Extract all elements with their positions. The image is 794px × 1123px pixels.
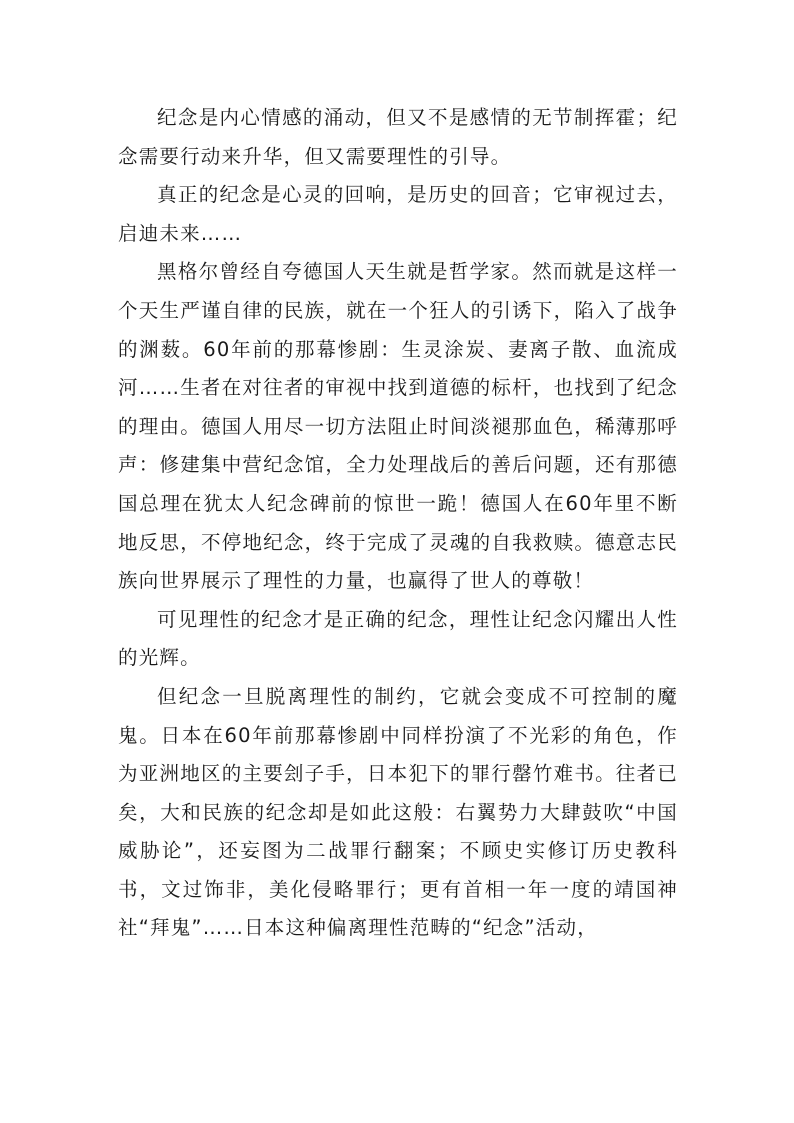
paragraph-4: 可见理性的纪念才是正确的纪念，理性让纪念闪耀出人性的光辉。 xyxy=(118,607,678,670)
paragraph-1: 纪念是内心情感的涌动，但又不是感情的无节制挥霍；纪念需要行动来升华，但又需要理性的引导。 xyxy=(118,106,678,168)
paragraph-2: 真正的纪念是心灵的回响，是历史的回音；它审视过去，启迪未来…… xyxy=(118,183,678,245)
essay-body xyxy=(118,99,678,948)
paragraph-3: 黑格尔曾经自夸德国人天生就是哲学家。然而就是这样一个天生严谨自律的民族，就在一个狂人的引诱下，陷入了战争的渊薮。60年前的那幕惨剧：生灵涂炭、妻离子散、血流成河……生者在对往者的审视中找到道德的标杆，也找到了纪念的理由。德国人用尽一切方法阻止时间淡褪那血色，稀薄那呼声：修建集中营纪念馆，全力处理战后的善后问题，还有那德国总理在犹太人纪念碑前的惊世一跪！德国人在60年里不断地反思，不停地纪念，终于完成了灵魂的自我救赎。德意志民族向世界展示了理性的力量，也赢得了世人的尊敬！ xyxy=(118,260,678,593)
paragraph-5: 但纪念一旦脱离理性的制约，它就会变成不可控制的魔鬼。日本在60年前那幕惨剧中同样扮演了不光彩的角色，作为亚洲地区的主要刽子手，日本犯下的罪行罄竹难书。往者已矣，大和民族的纪念却是如此这般：右翼势力大肆鼓吹“中国威胁论”，还妄图为二战罪行翻案；不顾史实修订历史教科书，文过饰非，美化侵略罪行；更有首相一年一度的靖国神社“拜鬼”……日本这种偏离理性范畴的“纪念”活动， xyxy=(118,684,678,940)
